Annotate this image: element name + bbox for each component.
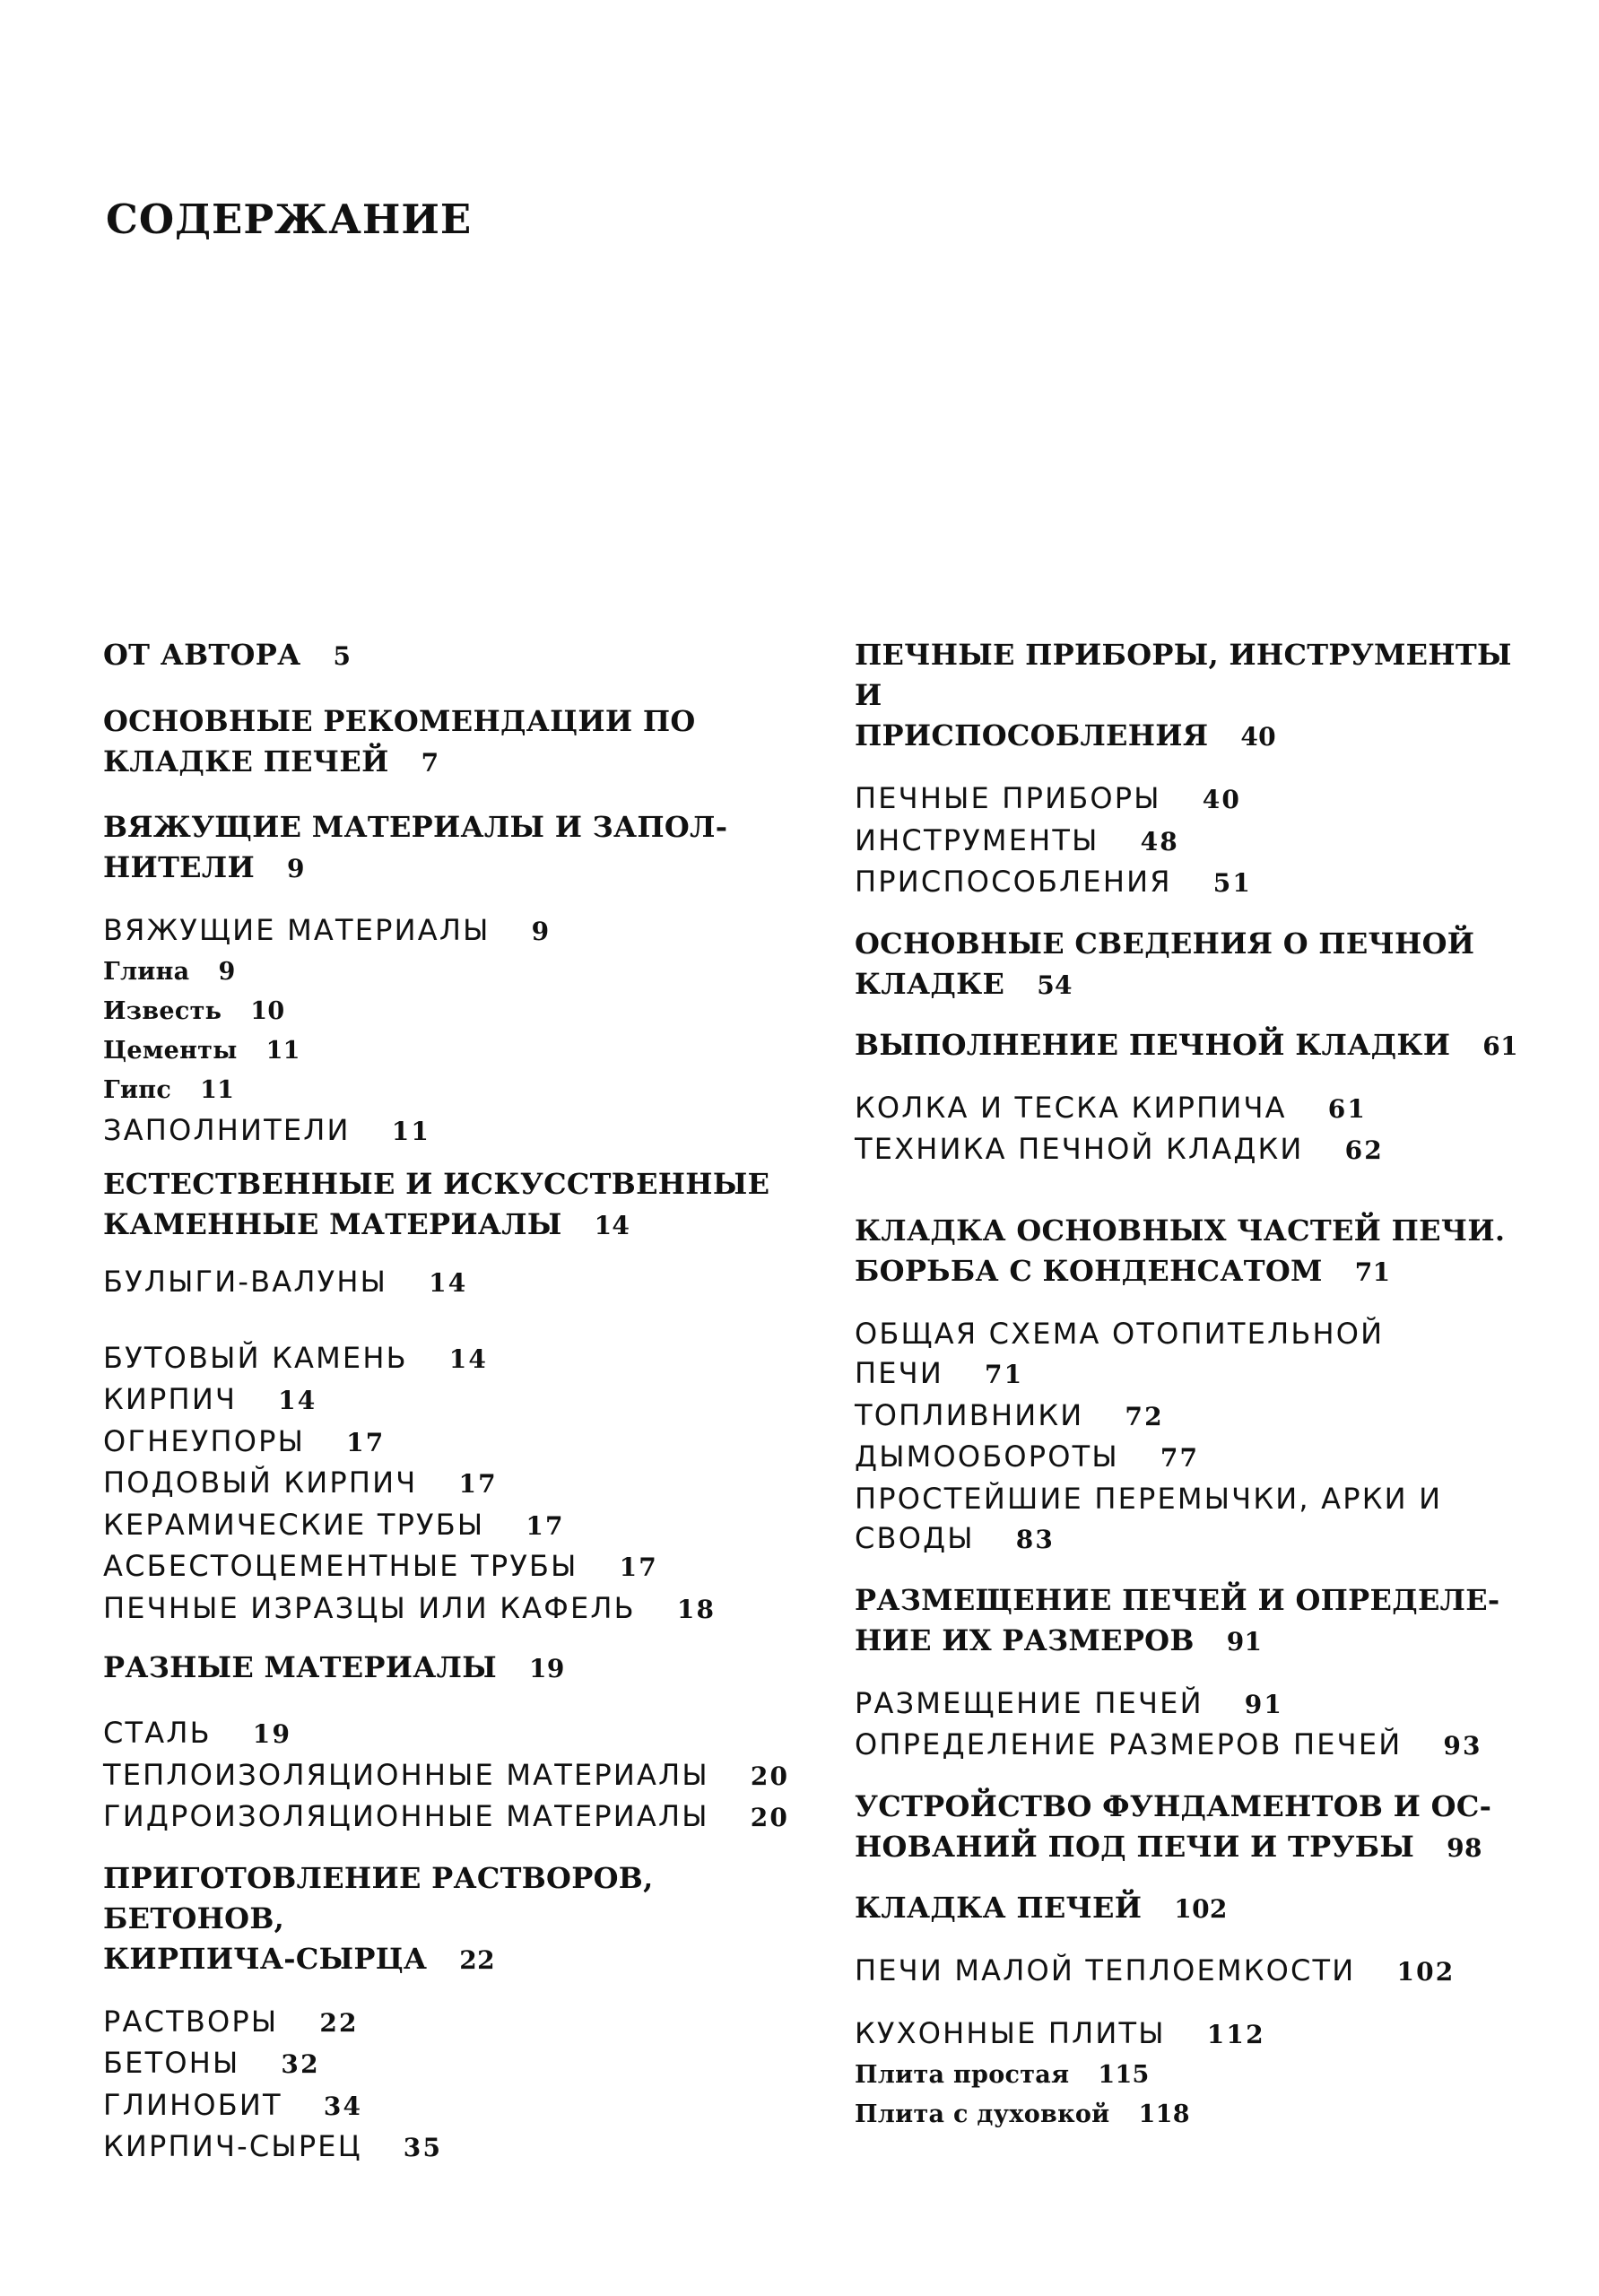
toc-page-number: 71 <box>984 1360 1024 1389</box>
toc-entry <box>103 1262 821 1304</box>
toc-page-number: 32 <box>281 2049 320 2079</box>
toc-entry <box>855 1129 1536 1171</box>
toc-entry-title: ПЕЧИ МАЛОЙ ТЕПЛОЕМКОСТИ <box>855 1952 1356 1987</box>
toc-page-number: 11 <box>265 1036 300 1065</box>
toc-entry <box>103 1338 821 1380</box>
toc-section-entry <box>103 1164 821 1246</box>
toc-entry <box>103 910 821 952</box>
toc-entry <box>855 2095 1536 2135</box>
toc-entry <box>103 2085 821 2127</box>
toc-entry <box>103 1546 821 1588</box>
toc-entry <box>103 1071 821 1110</box>
toc-left-column <box>103 635 821 2169</box>
toc-page-number: 34 <box>323 2091 363 2121</box>
toc-entry <box>103 1422 821 1464</box>
toc-entry <box>103 1463 821 1505</box>
toc-entry-title: ПРОСТЕЙШИЕ ПЕРЕМЫЧКИ, АРКИ И СВОДЫ <box>855 1481 1443 1555</box>
toc-entry-title: ГИДРОИЗОЛЯЦИОННЫЕ МАТЕРИАЛЫ <box>103 1799 709 1833</box>
toc-entry-title: ПЕЧНЫЕ ПРИБОРЫ <box>855 781 1161 815</box>
toc-entry-title: ИНСТРУМЕНТЫ <box>855 822 1099 857</box>
toc-section-entry <box>855 1211 1536 1292</box>
toc-entry-title: ОПРЕДЕЛЕНИЕ РАЗМЕРОВ ПЕЧЕЙ <box>855 1727 1403 1761</box>
toc-page-number: 54 <box>1037 970 1073 1000</box>
toc-page-number: 17 <box>346 1427 386 1457</box>
toc-page-number: 22 <box>319 2007 359 2038</box>
toc-page-number: 7 <box>421 748 439 778</box>
toc-entry <box>103 952 821 992</box>
toc-page-number: 22 <box>459 1944 495 1975</box>
toc-page-number: 17 <box>458 1469 498 1499</box>
toc-page-number: 14 <box>278 1386 317 1415</box>
toc-entry <box>855 1951 1536 1993</box>
toc-page-number: 14 <box>594 1211 630 1240</box>
toc-entry <box>103 1713 821 1755</box>
toc-page-number: 91 <box>1226 1626 1263 1657</box>
toc-entry <box>103 1755 821 1797</box>
toc-page-number: 98 <box>1447 1832 1482 1863</box>
toc-entry-title: ОГНЕУПОРЫ <box>103 1423 306 1458</box>
toc-page-number: 61 <box>1482 1031 1518 1061</box>
toc-section-entry <box>103 701 821 783</box>
toc-entry-title: ПРИГОТОВЛЕНИЕ РАСТВОРОВ, БЕТОНОВ, КИРПИЧА-СЫРЦА <box>103 1860 654 1976</box>
toc-entry-title: УСТРОЙСТВО ФУНДАМЕНТОВ И ОС- НОВАНИЙ ПОД ПЕЧИ И ТРУБЫ <box>855 1788 1492 1864</box>
toc-entry <box>855 1683 1536 1726</box>
toc-entry-title: ТОПЛИВНИКИ <box>855 1397 1084 1432</box>
toc-page-number: 48 <box>1140 826 1179 857</box>
toc-entry-title: ВЯЖУЩИЕ МАТЕРИАЛЫ <box>103 913 491 947</box>
toc-entry <box>103 1505 821 1547</box>
toc-page-number: 40 <box>1240 722 1276 752</box>
toc-page-number: 72 <box>1125 1401 1164 1431</box>
toc-entry-title: ОСНОВНЫЕ СВЕДЕНИЯ О ПЕЧНОЙ КЛАДКЕ <box>855 926 1475 1001</box>
toc-page-number: 5 <box>333 641 352 671</box>
toc-page-number: 11 <box>391 1116 431 1146</box>
toc-entry <box>103 1796 821 1839</box>
toc-entry <box>855 821 1536 863</box>
toc-entry-title: Цементы <box>103 1036 238 1065</box>
toc-page-number: 9 <box>218 957 236 986</box>
toc-entry-title: Плита простая <box>855 2060 1070 2089</box>
toc-page-number: 112 <box>1206 2020 1265 2049</box>
toc-entry-title: РАЗМЕЩЕНИЕ ПЕЧЕЙ И ОПРЕДЕЛЕ- НИЕ ИХ РАЗМЕРОВ <box>855 1582 1500 1657</box>
toc-page-number: 18 <box>676 1594 717 1624</box>
toc-page-number: 17 <box>619 1552 658 1582</box>
toc-page-number: 71 <box>1354 1257 1391 1287</box>
toc-entry-title: ДЫМООБОРОТЫ <box>855 1439 1119 1474</box>
toc-page-number: 115 <box>1098 2060 1150 2089</box>
toc-entry-title: ОБЩАЯ СХЕМА ОТОПИТЕЛЬНОЙ ПЕЧИ <box>855 1316 1385 1390</box>
toc-entry-title: РАЗМЕЩЕНИЕ ПЕЧЕЙ <box>855 1685 1204 1720</box>
toc-section-entry <box>855 1025 1536 1066</box>
toc-entry <box>855 1088 1536 1130</box>
toc-entry <box>855 1314 1536 1396</box>
toc-entry-title: Известь <box>103 996 222 1025</box>
toc-page-number: 14 <box>448 1344 489 1374</box>
toc-page-number: 93 <box>1443 1731 1482 1761</box>
toc-entry <box>855 1479 1536 1561</box>
toc-entry-title: КОЛКА И ТЕСКА КИРПИЧА <box>855 1090 1287 1125</box>
toc-entry-title: ПЕЧНЫЕ ИЗРАЗЦЫ ИЛИ КАФЕЛЬ <box>103 1590 636 1625</box>
toc-entry <box>103 2002 821 2044</box>
toc-page-number: 19 <box>529 1654 565 1683</box>
toc-section-entry <box>855 635 1536 757</box>
toc-page-number: 83 <box>1015 1525 1056 1554</box>
toc-entry-title: ЕСТЕСТВЕННЫЕ И ИСКУССТВЕННЫЕ КАМЕННЫЕ МАТЕРИАЛЫ <box>103 1167 770 1241</box>
toc-section-entry <box>855 924 1536 1005</box>
toc-entry-title: АСБЕСТОЦЕМЕНТНЫЕ ТРУБЫ <box>103 1549 578 1583</box>
toc-entry-title: РАЗНЫЕ МАТЕРИАЛЫ <box>103 1650 498 1684</box>
toc-page-number: 9 <box>287 854 305 883</box>
toc-page-number: 19 <box>252 1719 292 1749</box>
toc-page-number: 62 <box>1344 1135 1384 1165</box>
toc-entry <box>855 1437 1536 1479</box>
toc-page-number: 51 <box>1212 868 1253 898</box>
toc-entry <box>103 1588 821 1631</box>
toc-entry <box>855 862 1536 904</box>
toc-page-number: 91 <box>1244 1689 1284 1719</box>
toc-page-number: 35 <box>403 2133 443 2162</box>
toc-entry <box>855 2056 1536 2095</box>
toc-entry <box>855 1725 1536 1767</box>
toc-page-number: 102 <box>1396 1956 1456 1987</box>
toc-entry-title: ПЕЧНЫЕ ПРИБОРЫ, ИНСТРУМЕНТЫ И ПРИСПОСОБЛЕНИЯ <box>855 638 1512 752</box>
toc-page-number: 20 <box>750 1761 790 1791</box>
toc-section-entry <box>855 1580 1536 1662</box>
toc-page-number: 17 <box>526 1510 565 1541</box>
toc-entry <box>855 778 1536 821</box>
toc-page-number: 40 <box>1202 785 1242 814</box>
toc-entry-title: ВЯЖУЩИЕ МАТЕРИАЛЫ И ЗАПОЛ- НИТЕЛИ <box>103 810 728 884</box>
toc-entry-title: ОТ АВТОРА <box>103 638 301 672</box>
toc-section-entry <box>103 1648 821 1689</box>
toc-entry-title: БУЛЫГИ-ВАЛУНЫ <box>103 1265 388 1299</box>
toc-page-number: 102 <box>1174 1893 1228 1924</box>
toc-page-number: 118 <box>1138 2100 1190 2128</box>
toc-page-number: 61 <box>1327 1093 1368 1124</box>
page-title: СОДЕРЖАНИЕ <box>106 196 473 243</box>
toc-entry-title: БУТОВЫЙ КАМЕНЬ <box>103 1340 408 1375</box>
toc-section-entry <box>855 1787 1536 1868</box>
toc-section-entry <box>855 1888 1536 1929</box>
toc-entry-title: КИРПИЧ-СЫРЕЦ <box>103 2129 362 2163</box>
toc-section-entry <box>103 635 821 676</box>
toc-entry-title: ЗАПОЛНИТЕЛИ <box>103 1112 351 1147</box>
toc-entry-title: ТЕПЛОИЗОЛЯЦИОННЫЕ МАТЕРИАЛЫ <box>103 1757 709 1792</box>
toc-section-entry <box>103 807 821 889</box>
toc-entry-title: БЕТОНЫ <box>103 2046 240 2080</box>
toc-section-entry <box>103 1858 821 1980</box>
toc-entry-title: КЛАДКА ОСНОВНЫХ ЧАСТЕЙ ПЕЧИ. БОРЬБА С КОНДЕНСАТОМ <box>855 1213 1506 1288</box>
toc-entry-title: Плита с духовкой <box>855 2100 1110 2128</box>
toc-entry <box>103 2043 821 2085</box>
toc-entry-title: Глина <box>103 957 190 986</box>
toc-entry-title: КЛАДКА ПЕЧЕЙ <box>855 1890 1143 1925</box>
toc-page-number: 77 <box>1160 1443 1200 1473</box>
toc-entry <box>103 1110 821 1152</box>
toc-entry-title: ВЫПОЛНЕНИЕ ПЕЧНОЙ КЛАДКИ <box>855 1027 1451 1062</box>
toc-right-column <box>855 635 1536 2135</box>
toc-page-number: 10 <box>250 996 285 1025</box>
toc-entry <box>855 1396 1536 1438</box>
toc-entry <box>103 1031 821 1071</box>
toc-entry-title: Гипс <box>103 1075 172 1104</box>
toc-entry-title: РАСТВОРЫ <box>103 2004 279 2039</box>
toc-page-number: 14 <box>429 1268 468 1298</box>
toc-page-number: 11 <box>200 1075 235 1104</box>
toc-entry <box>103 2126 821 2169</box>
toc-entry-title: СТАЛЬ <box>103 1716 212 1750</box>
toc-entry-title: ПРИСПОСОБЛЕНИЯ <box>855 865 1172 899</box>
toc-entry-title: КИРПИЧ <box>103 1382 238 1416</box>
toc-page-number: 9 <box>531 917 552 946</box>
toc-entry-title: ГЛИНОБИТ <box>103 2087 282 2122</box>
toc-entry-title: ПОДОВЫЙ КИРПИЧ <box>103 1465 418 1500</box>
toc-page-number: 20 <box>750 1803 790 1832</box>
toc-entry <box>103 1379 821 1422</box>
toc-entry <box>855 2013 1536 2056</box>
toc-entry-title: КУХОННЫЕ ПЛИТЫ <box>855 2016 1166 2050</box>
toc-entry-title: ОСНОВНЫЕ РЕКОМЕНДАЦИИ ПО КЛАДКЕ ПЕЧЕЙ <box>103 704 696 778</box>
toc-entry <box>103 992 821 1031</box>
toc-entry-title: КЕРАМИЧЕСКИЕ ТРУБЫ <box>103 1507 485 1542</box>
toc-entry-title: ТЕХНИКА ПЕЧНОЙ КЛАДКИ <box>855 1132 1304 1166</box>
